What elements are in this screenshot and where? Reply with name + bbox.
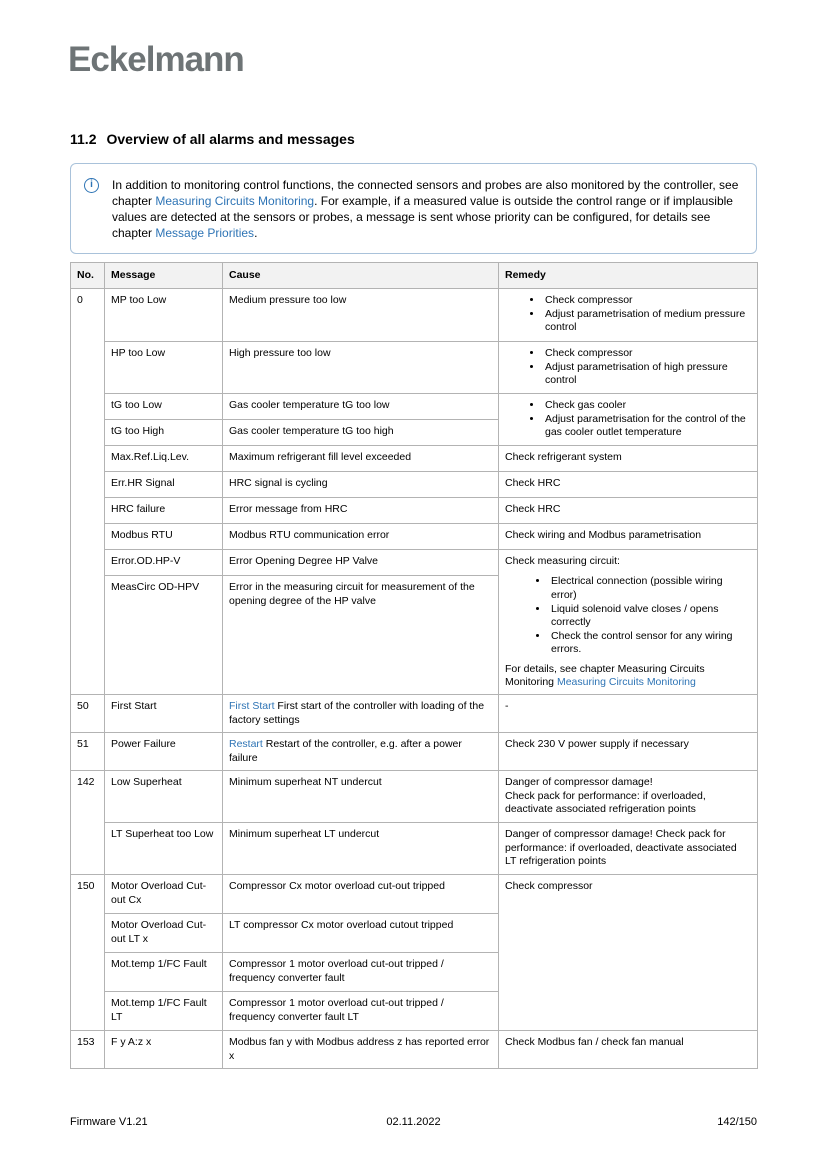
cell-message: HP too Low xyxy=(105,341,223,393)
cell-cause: HRC signal is cycling xyxy=(223,472,499,498)
cell-cause: Maximum refrigerant fill level exceeded xyxy=(223,446,499,472)
cell-cause: Modbus fan y with Modbus address z has reported error x xyxy=(223,1031,499,1069)
header-no: No. xyxy=(71,263,105,289)
remedy-bullet: • Electrical connection (possible wiring error) xyxy=(549,575,751,601)
remedy-bullet: • Check the control sensor for any wiring errors. xyxy=(549,630,751,656)
section-number: 11.2 xyxy=(70,131,97,147)
first-start-link[interactable]: First Start xyxy=(229,700,275,713)
cell-no: 153 xyxy=(71,1031,105,1069)
remedy-bullet: • Check compressor xyxy=(543,347,751,360)
cell-remedy: Check compressor xyxy=(499,875,758,1031)
header-remedy: Remedy xyxy=(499,263,758,289)
cell-message: Mot.temp 1/FC Fault xyxy=(105,953,223,992)
cell-cause xyxy=(223,695,499,733)
cell-cause: Minimum superheat NT undercut xyxy=(223,771,499,823)
table-row xyxy=(71,1031,758,1069)
info-text-part: In addition to monitoring control functions, the connected sensors and probes are also monitored by the controller, see chapter xyxy=(112,178,739,208)
cell-no: 50 xyxy=(71,695,105,733)
table-row xyxy=(71,341,758,393)
remedy-details-text: For details, see chapter Measuring Circuits Monitoring xyxy=(505,663,705,689)
footer-date: 02.11.2022 xyxy=(386,1116,441,1128)
cell-cause: Minimum superheat LT undercut xyxy=(223,823,499,875)
remedy-bullet: • Liquid solenoid valve closes / opens correctly xyxy=(549,603,751,629)
cell-cause: High pressure too low xyxy=(223,341,499,393)
cell-remedy: Check HRC xyxy=(499,498,758,524)
measuring-circuits-monitoring-link[interactable]: Measuring Circuits Monitoring xyxy=(556,676,696,689)
cell-message: HRC failure xyxy=(105,498,223,524)
cell-cause: Medium pressure too low xyxy=(223,289,499,341)
table-row xyxy=(71,771,758,823)
cell-remedy: Check 230 V power supply if necessary xyxy=(499,733,758,771)
cell-message: Err.HR Signal xyxy=(105,472,223,498)
cell-message: tG too Low xyxy=(105,393,223,419)
footer-page-number: 142/150 xyxy=(717,1116,757,1128)
cell-remedy xyxy=(499,393,758,445)
table-row xyxy=(71,393,758,419)
cell-remedy: - xyxy=(499,695,758,733)
cause-text: First start of the controller with loading of the factory settings xyxy=(229,700,485,726)
info-text-part: . For example, if a measured value is outside the control range or if implausible values are detected at the sensors or probes, a message is sent whose priority can be configured, for details see chapter xyxy=(112,194,733,240)
cell-remedy xyxy=(499,771,758,823)
table-header-row xyxy=(71,263,758,289)
cell-message: F y A:z x xyxy=(105,1031,223,1069)
table-row xyxy=(71,446,758,472)
section-heading xyxy=(70,131,355,147)
cell-message: MP too Low xyxy=(105,289,223,341)
cell-remedy: Check refrigerant system xyxy=(499,446,758,472)
cell-message: Mot.temp 1/FC Fault LT xyxy=(105,992,223,1031)
cause-text: Restart of the controller, e.g. after a power failure xyxy=(229,738,462,764)
remedy-bullet: • Check compressor xyxy=(543,294,751,307)
cell-cause xyxy=(223,733,499,771)
info-icon: i xyxy=(84,178,99,193)
cell-cause: Modbus RTU communication error xyxy=(223,524,499,550)
cell-cause: Error message from HRC xyxy=(223,498,499,524)
cell-cause: Compressor Cx motor overload cut-out tripped xyxy=(223,875,499,914)
cell-message: First Start xyxy=(105,695,223,733)
header-message: Message xyxy=(105,263,223,289)
cell-cause: Error in the measuring circuit for measurement of the opening degree of the HP valve xyxy=(223,576,499,695)
cell-message: Error.OD.HP-V xyxy=(105,550,223,576)
cell-message: tG too High xyxy=(105,420,223,446)
remedy-bullet-list xyxy=(505,575,751,656)
table-row xyxy=(71,695,758,733)
cell-no: 142 xyxy=(71,771,105,875)
cell-message: MeasCirc OD-HPV xyxy=(105,576,223,695)
cell-message: Modbus RTU xyxy=(105,524,223,550)
cell-message: Motor Overload Cut-out Cx xyxy=(105,875,223,914)
remedy-bullet: • Adjust parametrisation of medium pressure control xyxy=(543,308,751,334)
cell-message: LT Superheat too Low xyxy=(105,823,223,875)
remedy-line: Check pack for performance: if overloaded, deactivate associated refrigeration points xyxy=(505,789,706,815)
cell-remedy: Check wiring and Modbus parametrisation xyxy=(499,524,758,550)
cell-cause: Gas cooler temperature tG too high xyxy=(223,420,499,446)
section-title: Overview of all alarms and messages xyxy=(106,131,355,147)
alarm-table xyxy=(70,262,758,1069)
cell-no: 0 xyxy=(71,289,105,695)
message-priorities-link[interactable]: Message Priorities xyxy=(155,226,255,240)
cell-message: Low Superheat xyxy=(105,771,223,823)
cell-remedy xyxy=(499,289,758,341)
cell-remedy xyxy=(499,550,758,695)
table-row xyxy=(71,550,758,576)
cell-no: 150 xyxy=(71,875,105,1031)
remedy-line: Danger of compressor damage! xyxy=(505,776,653,789)
table-row xyxy=(71,498,758,524)
remedy-intro: Check measuring circuit: xyxy=(505,555,620,568)
table-row xyxy=(71,472,758,498)
cell-cause: Compressor 1 motor overload cut-out tripped / frequency converter fault LT xyxy=(223,992,499,1031)
page-footer xyxy=(70,1116,757,1128)
info-note-box xyxy=(70,163,757,254)
cell-cause: Compressor 1 motor overload cut-out tripped / frequency converter fault xyxy=(223,953,499,992)
remedy-bullet: • Adjust parametrisation for the control of the gas cooler outlet temperature xyxy=(543,413,751,439)
remedy-bullet-list xyxy=(505,294,751,334)
header-cause: Cause xyxy=(223,263,499,289)
remedy-bullet-list xyxy=(505,347,751,387)
remedy-details xyxy=(505,663,751,689)
table-row xyxy=(71,875,758,914)
cell-no: 51 xyxy=(71,733,105,771)
restart-link[interactable]: Restart xyxy=(229,738,263,751)
cell-remedy: Check Modbus fan / check fan manual xyxy=(499,1031,758,1069)
cell-cause: Error Opening Degree HP Valve xyxy=(223,550,499,576)
alarm-table-wrap xyxy=(70,262,757,1069)
remedy-bullet-list xyxy=(505,399,751,439)
remedy-bullet: • Check gas cooler xyxy=(543,399,751,412)
footer-firmware-version: Firmware V1.21 xyxy=(70,1116,148,1128)
cell-cause: LT compressor Cx motor overload cutout tripped xyxy=(223,914,499,953)
info-note-text xyxy=(112,177,740,241)
measuring-circuits-monitoring-link[interactable]: Measuring Circuits Monitoring xyxy=(155,194,315,208)
cell-message: Motor Overload Cut-out LT x xyxy=(105,914,223,953)
table-row xyxy=(71,524,758,550)
cell-remedy xyxy=(499,341,758,393)
cell-remedy: Check HRC xyxy=(499,472,758,498)
eckelmann-logo: Eckelmann xyxy=(68,40,244,79)
table-row xyxy=(71,289,758,341)
table-row xyxy=(71,733,758,771)
info-text-part: . xyxy=(254,226,258,240)
remedy-bullet: • Adjust parametrisation of high pressure control xyxy=(543,361,751,387)
table-row xyxy=(71,823,758,875)
cell-remedy: Danger of compressor damage! Check pack for performance: if overloaded, deactivate associated LT refrigeration points xyxy=(499,823,758,875)
cell-message: Power Failure xyxy=(105,733,223,771)
cell-cause: Gas cooler temperature tG too low xyxy=(223,393,499,419)
cell-message: Max.Ref.Liq.Lev. xyxy=(105,446,223,472)
